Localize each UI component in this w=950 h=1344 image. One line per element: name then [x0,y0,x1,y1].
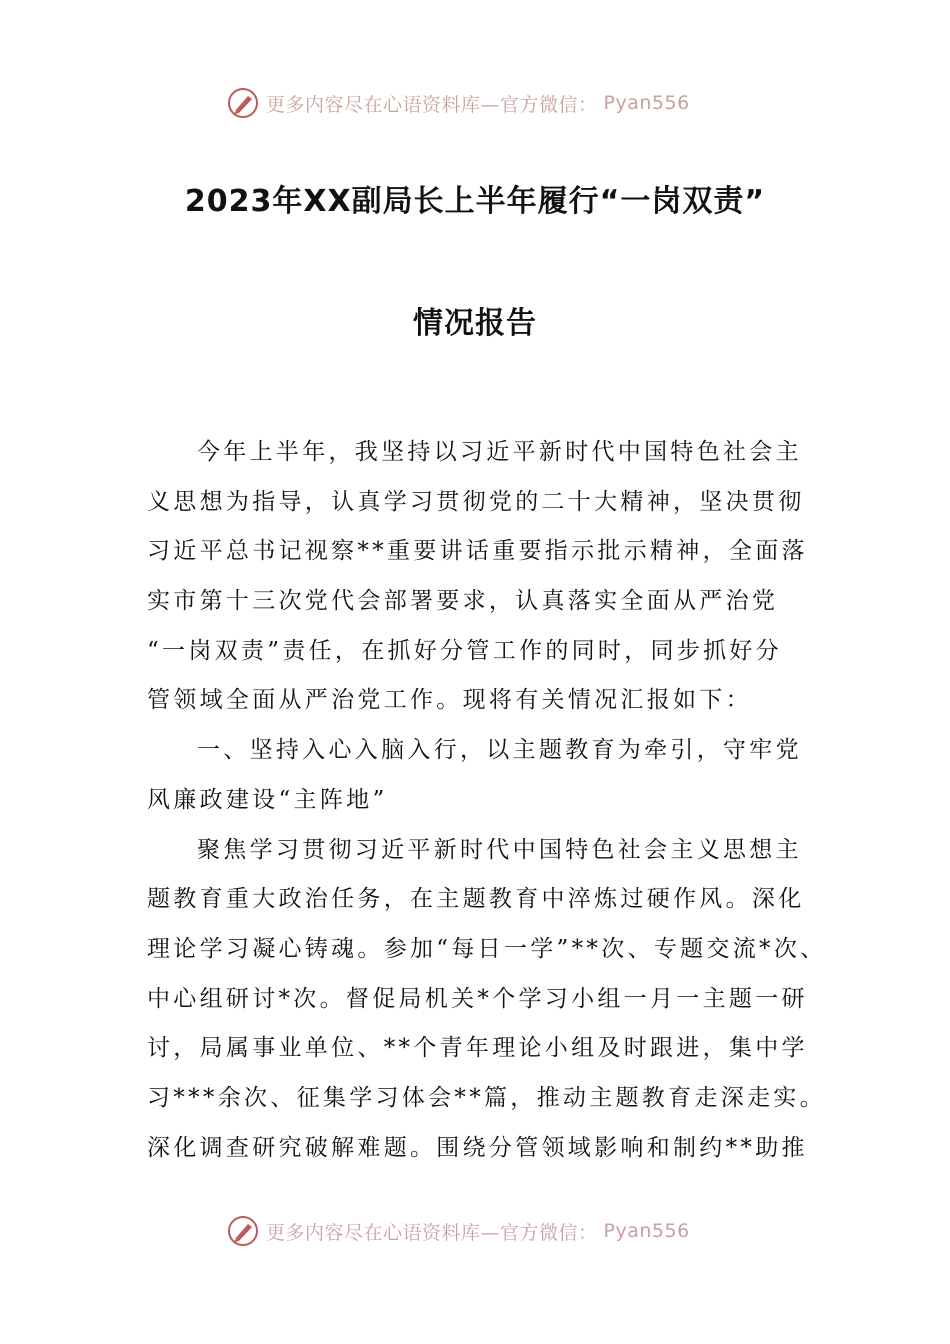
paragraph-line: 习近平总书记视察**重要讲话重要指示批示精神，全面落 [147,538,808,565]
paragraph-line: 习***余次、征集学习体会**篇，推动主题教育走深走实。 [147,1084,826,1111]
paragraph-line: 题教育重大政治任务，在主题教育中淬炼过硬作风。深化 [147,886,805,913]
pen-seal-logo-icon [226,1214,260,1248]
section-heading-line: 风廉政建设“主阵地” [147,786,388,813]
watermark-header [226,86,746,120]
pen-seal-logo-icon [226,86,260,120]
paragraph-line: “一岗双责”责任，在抓好分管工作的同时，同步抓好分 [147,637,783,664]
watermark-text: 更多内容尽在心语资料库—官方微信： [266,93,598,116]
watermark-wechat-id: Pyan556 [603,92,690,114]
watermark-wechat-id: Pyan556 [603,1220,690,1242]
paragraph-line: 讨，局属事业单位、**个青年理论小组及时跟进，集中学 [147,1035,808,1062]
section-heading-line: 一、坚持入心入脑入行，以主题教育为牵引，守牢党 [197,737,802,764]
document-title-line2: 情况报告 [413,306,537,341]
watermark-text: 更多内容尽在心语资料库—官方微信： [266,1221,598,1244]
document-body [147,428,827,1173]
paragraph-line: 聚焦学习贯彻习近平新时代中国特色社会主义思想主 [197,836,802,863]
document-title: 2023年XX副局长上半年履行“一岗双责” [184,184,766,219]
paragraph-line: 义思想为指导，认真学习贯彻党的二十大精神，坚决贯彻 [147,488,805,515]
paragraph-line: 中心组研讨*次。督促局机关*个学习小组一月一主题一研 [147,985,808,1012]
paragraph-line: 深化调查研究破解难题。围绕分管领域影响和制约**助推 [147,1134,808,1161]
paragraph-line: 管领域全面从严治党工作。现将有关情况汇报如下： [147,687,752,714]
paragraph-line: 今年上半年，我坚持以习近平新时代中国特色社会主 [197,439,802,465]
paragraph-line: 实市第十三次党代会部署要求，认真落实全面从严治党 [147,588,779,615]
paragraph-line: 理论学习凝心铸魂。参加“每日一学”**次、专题交流*次、 [147,935,827,962]
watermark-footer [226,1214,746,1248]
